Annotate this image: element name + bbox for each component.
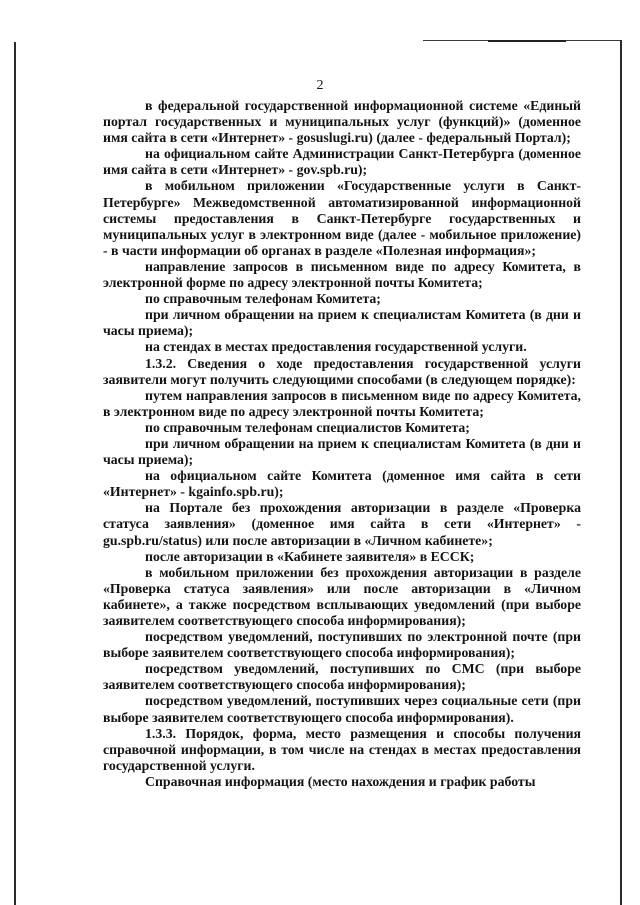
left-border-line [14,42,16,905]
paragraph-15: в мобильном приложении без прохождения авторизации в разделе «Проверка статуса заявления» или после авторизации в «Личном кабинете», а также посредством всплывающих уведомлений (при выборе заявителем соответствующего способа информирования); [103,564,581,628]
page-number: 2 [316,78,324,93]
paragraph-13: на Портале без прохождения авторизации в разделе «Проверка статуса заявления» (доменное имя сайта в сети «Интернет» - gu.spb.ru/status) или после авторизации в «Личном кабинете»; [103,500,581,548]
top-border-line-thick [488,40,566,42]
paragraph-17: посредством уведомлений, поступивших по СМС (при выборе заявителем соответствующего способа информирования); [103,661,581,693]
paragraph-12: на официальном сайте Комитета (доменное имя сайта в сети «Интернет» - kgainfo.spb.ru); [103,468,581,500]
paragraph-3: в мобильном приложении «Государственные услуги в Санкт-Петербурге» Межведомственной автоматизированной информационной системы предоставления в Санкт-Петербурге государственных и муниципальных услуг в электронном виде (далее - мобильное приложение) - в части информации об органах в разделе «Полезная информация»; [103,178,581,258]
paragraph-8: 1.3.2. Сведения о ходе предоставления государственной услуги заявители могут получить следующими способами (в следующем порядке): [103,355,581,387]
paragraph-16: посредством уведомлений, поступивших по электронной почте (при выборе заявителем соответствующего способа информирования); [103,629,581,661]
paragraph-19: 1.3.3. Порядок, форма, место размещения и способы получения справочной информации, в том числе на стендах в местах предоставления государственной услуги. [103,725,581,773]
paragraph-5: по справочным телефонам Комитета; [145,291,381,307]
paragraph-2: на официальном сайте Администрации Санкт-Петербурга (доменное имя сайта в сети «Интернет» - gov.spb.ru); [103,146,581,178]
paragraph-6: при личном обращении на прием к специалистам Комитета (в дни и часы приема); [103,307,581,339]
paragraph-9: путем направления запросов в письменном виде по адресу Комитета, в электронном виде по адресу электронной почты Комитета; [103,387,581,419]
paragraph-11: при личном обращении на прием к специалистам Комитета (в дни и часы приема); [103,435,581,468]
paragraph-10: по справочным телефонам специалистов Комитета; [145,419,470,435]
paragraph-7: на стендах в местах предоставления государственной услуги. [145,339,527,355]
paragraph-4: направление запросов в письменном виде по адресу Комитета, в электронной форме по адресу электронной почты Комитета; [103,258,581,291]
paragraph-1: в федеральной государственной информационной системе «Единый портал государственных и муниципальных услуг (функций)» (доменное имя сайта в сети «Интернет» - gosuslugi.ru) (далее - федеральный Портал); [103,98,581,146]
paragraph-14: после авторизации в «Кабинете заявителя» в ЕССК; [145,548,475,564]
paragraph-18: посредством уведомлений, поступивших через социальные сети (при выборе заявителем соответствующего способа информирования). [103,693,581,725]
paragraph-20: Справочная информация (место нахождения и график работы [145,773,536,789]
right-border-line [620,40,622,905]
document-body [103,98,581,790]
